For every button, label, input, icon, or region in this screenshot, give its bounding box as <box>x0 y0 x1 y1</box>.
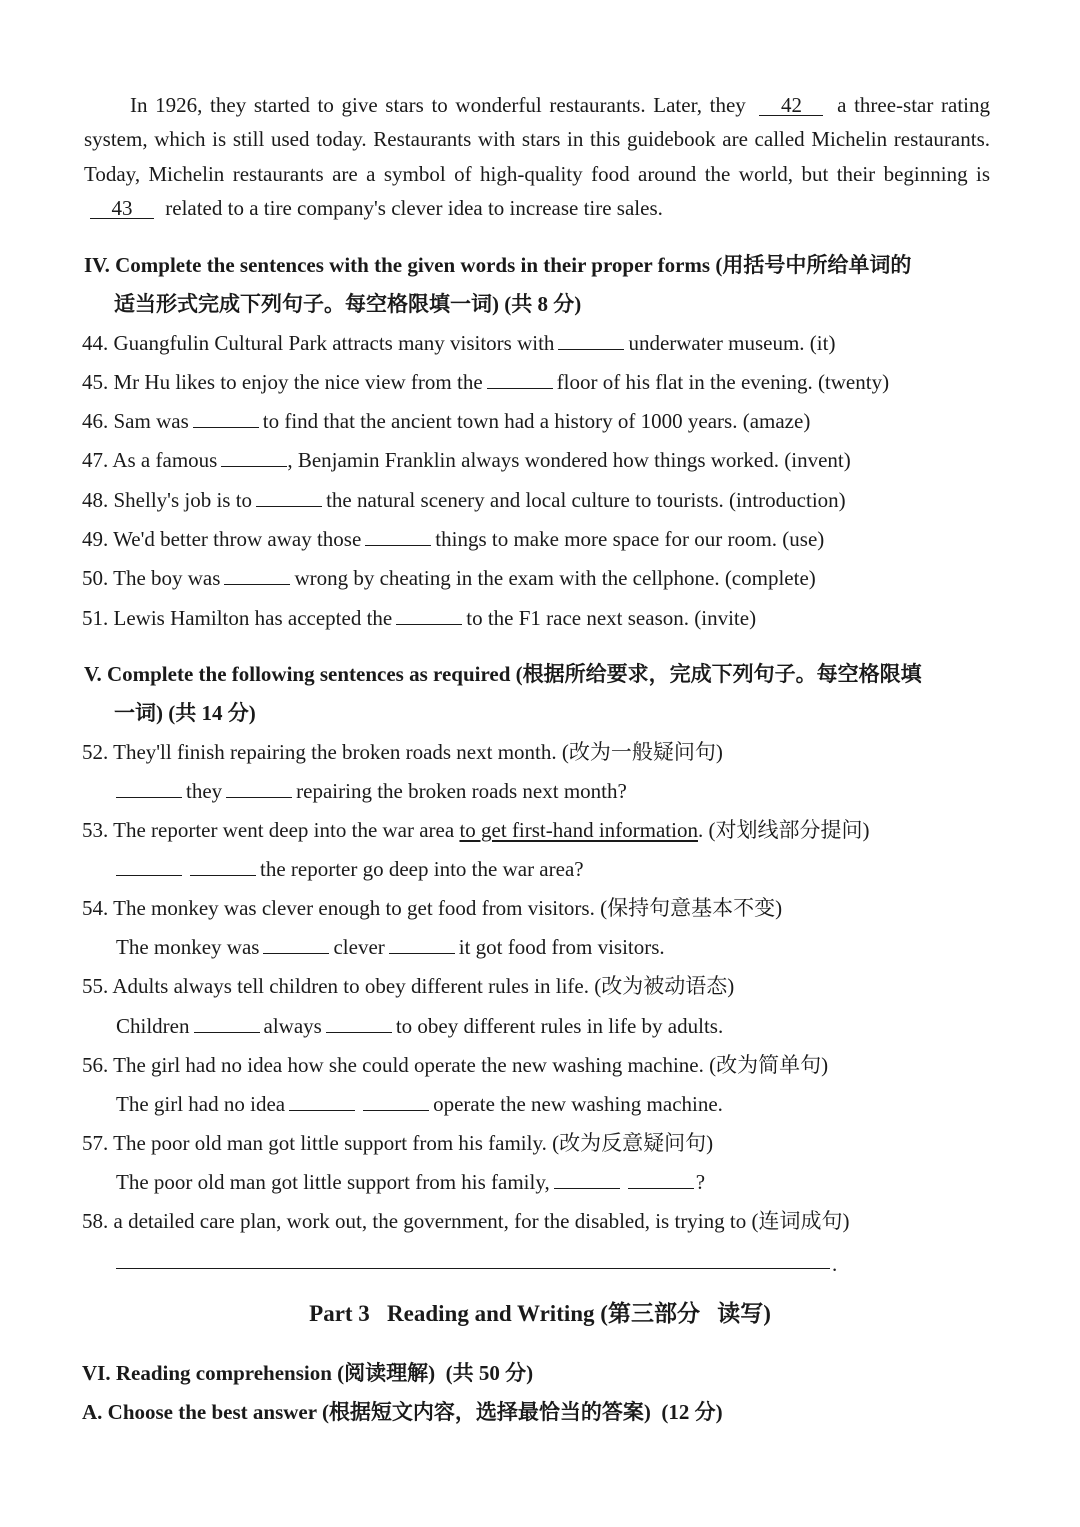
part3-title: Part 3 Reading and Writing (第三部分 读写) <box>309 1301 771 1326</box>
answer-blank[interactable] <box>116 857 182 876</box>
section5-heading-1: V. Complete the following sentences as required (根据所给要求，完成下列句子。每空格限填 <box>84 662 922 686</box>
question-57: 57. The poor old man got little support from his family. (改为反意疑问句) <box>82 1131 714 1155</box>
question-47: 47. As a famous , Benjamin Franklin always wondered how things worked. (invent) <box>82 448 851 472</box>
question-54: 54. The monkey was clever enough to get food from visitors. (保持句意基本不变) <box>82 896 783 920</box>
passage-text-3: related to a tire company's clever idea to increase tire sales. <box>165 195 663 220</box>
underlined-phrase: to get first-hand information <box>459 818 698 842</box>
answer-blank[interactable] <box>226 779 292 798</box>
answer-blank[interactable] <box>326 1014 392 1033</box>
answer-56: The girl had no idea operate the new washing machine. <box>116 1092 723 1116</box>
answer-55: Children always to obey different rules in life by adults. <box>116 1014 724 1038</box>
question-49: 49. We'd better throw away those things to make more space for our room. (use) <box>82 527 825 551</box>
section4-heading-2: 适当形式完成下列句子。每空格限填一词) (共 8 分) <box>114 292 582 316</box>
passage-text-2: a three-star rating system, which is still used today. Restaurants with stars in this guidebook are called Michelin restaurants. Today, Michelin restaurants are a symbol of high-quality food around the world, but their beginning is <box>84 93 990 186</box>
passage-paragraph <box>84 88 990 225</box>
question-56: 56. The girl had no idea how she could operate the new washing machine. (改为简单句) <box>82 1053 829 1077</box>
answer-blank[interactable] <box>256 488 322 507</box>
blank-42[interactable]: 42 <box>759 95 823 116</box>
section5-heading-2: 一词) (共 14 分) <box>114 701 256 725</box>
answer-blank[interactable] <box>363 1092 429 1111</box>
section4-heading-1: IV. Complete the sentences with the given words in their proper forms (用括号中所给单词的 <box>84 253 912 277</box>
section6-sub-a: A. Choose the best answer (根据短文内容，选择最恰当的答案) (12 分) <box>82 1400 723 1424</box>
answer-58-period: . <box>832 1252 838 1276</box>
answer-57: The poor old man got little support from his family, ? <box>116 1170 706 1194</box>
passage-text-1: In 1926, they started to give stars to wonderful restaurants. Later, they <box>130 93 746 117</box>
question-52: 52. They'll finish repairing the broken roads next month. (改为一般疑问句) <box>82 740 723 764</box>
answer-blank[interactable] <box>289 1092 355 1111</box>
answer-53: the reporter go deep into the war area? <box>116 857 584 882</box>
answer-blank[interactable] <box>116 779 182 798</box>
answer-blank[interactable] <box>221 448 287 467</box>
answer-blank[interactable] <box>487 370 553 389</box>
answer-54: The monkey was clever it got food from visitors. <box>116 935 665 959</box>
answer-blank[interactable] <box>554 1170 620 1189</box>
blank-43[interactable]: 43 <box>90 198 154 219</box>
answer-blank[interactable] <box>396 606 462 625</box>
answer-blank[interactable] <box>558 331 624 350</box>
answer-58-line[interactable] <box>116 1268 830 1269</box>
question-50: 50. The boy was wrong by cheating in the exam with the cellphone. (complete) <box>82 566 816 590</box>
answer-blank[interactable] <box>193 409 259 428</box>
answer-blank[interactable] <box>224 566 290 585</box>
question-46: 46. Sam was to find that the ancient town had a history of 1000 years. (amaze) <box>82 409 811 433</box>
answer-52: they repairing the broken roads next month? <box>116 779 627 804</box>
answer-blank[interactable] <box>389 935 455 954</box>
question-45: 45. Mr Hu likes to enjoy the nice view from the floor of his flat in the evening. (twenty) <box>82 370 890 394</box>
question-53: 53. The reporter went deep into the war area to get first-hand information. (对划线部分提问) <box>82 818 870 842</box>
answer-blank[interactable] <box>194 1014 260 1033</box>
question-58: 58. a detailed care plan, work out, the government, for the disabled, is trying to (连词成句) <box>82 1209 850 1233</box>
answer-blank[interactable] <box>190 857 256 876</box>
section6-heading: VI. Reading comprehension (阅读理解) (共 50 分) <box>82 1361 534 1385</box>
question-44: 44. Guangfulin Cultural Park attracts many visitors with underwater museum. (it) <box>82 331 836 355</box>
answer-blank[interactable] <box>263 935 329 954</box>
question-48: 48. Shelly's job is to the natural scenery and local culture to tourists. (introduction) <box>82 488 846 512</box>
answer-blank[interactable] <box>365 527 431 546</box>
question-51: 51. Lewis Hamilton has accepted the to the F1 race next season. (invite) <box>82 606 757 630</box>
answer-blank[interactable] <box>628 1170 694 1189</box>
question-55: 55. Adults always tell children to obey different rules in life. (改为被动语态) <box>82 974 735 998</box>
